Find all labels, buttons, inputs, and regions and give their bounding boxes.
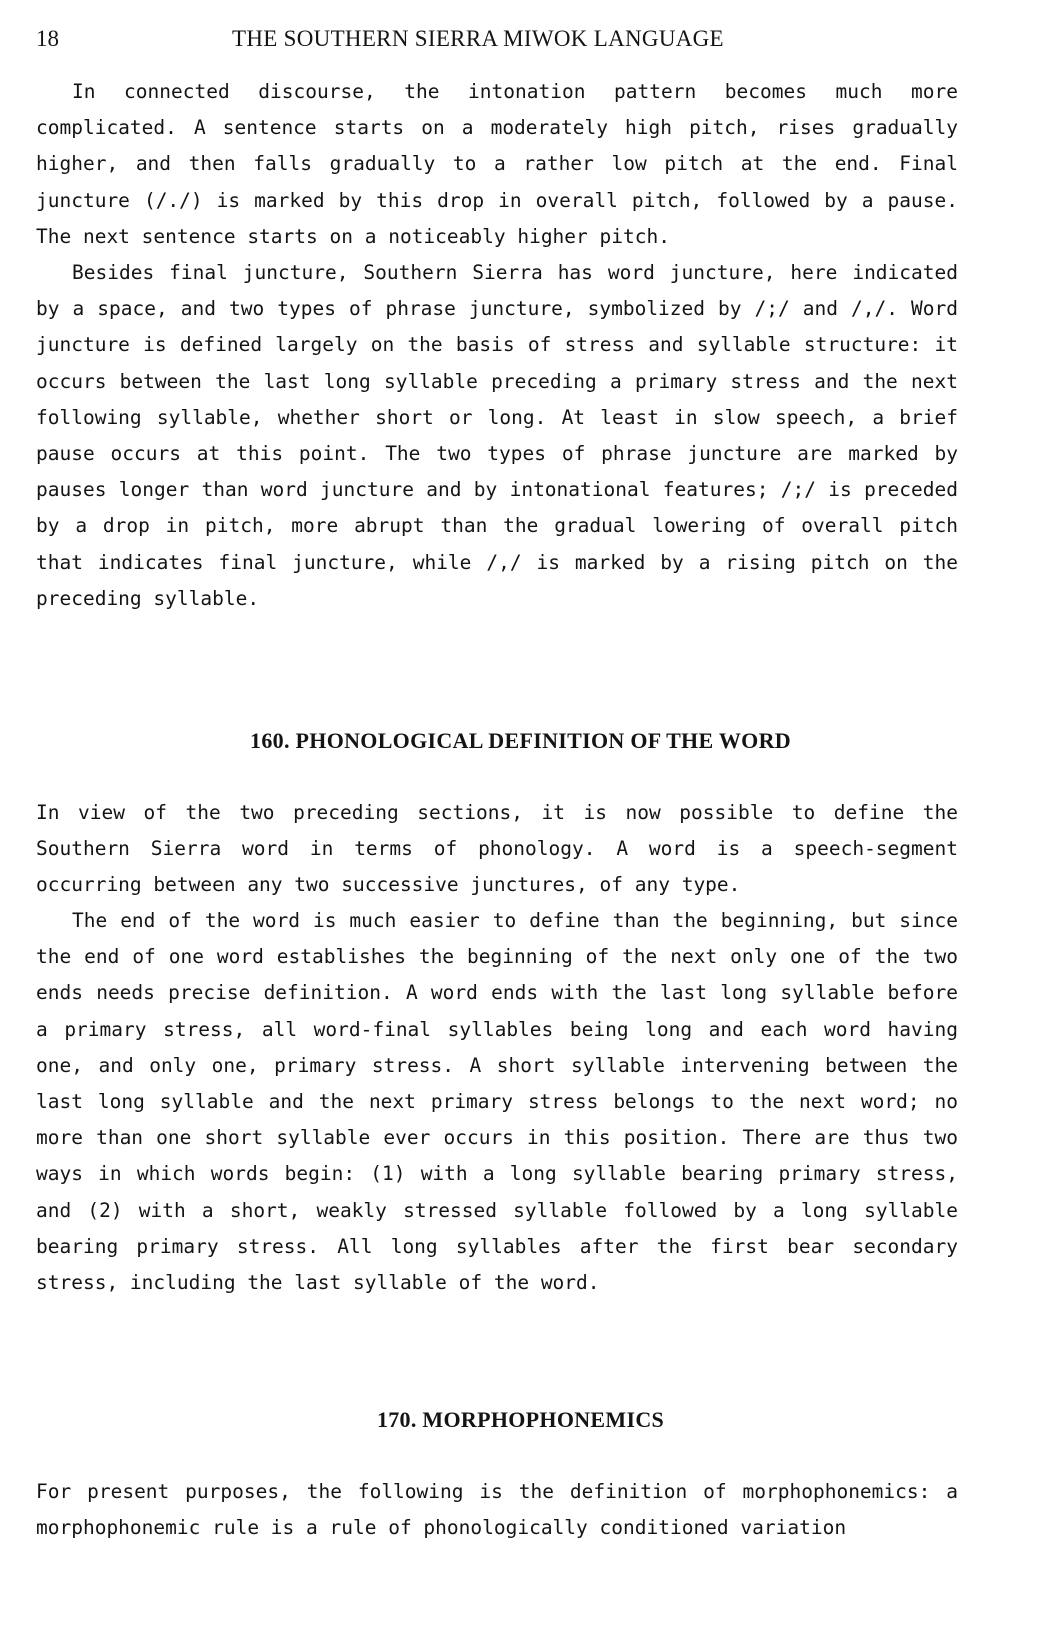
paragraph-morphophonemics: For present purposes, the following is the definition of morphophonemics: a morphophonemic rule is a rule of phonologically conditioned variation	[36, 1480, 958, 1540]
paragraph-juncture: Besides final juncture, Southern Sierra has word juncture, here indicated by a space, and two types of phrase juncture, symbolized by /;/ and /,/. Word juncture is defined largely on the basis of stress and syllable structure: it occurs between the last long syllable preceding a primary stress and the next following syllable, whether short or long. At least in slow speech, a brief pause occurs at this point. The two types of phrase juncture are marked by pauses longer than word juncture and by intonational features; /;/ is preceded by a drop in pitch, more abrupt than the gradual lowering of overall pitch that indicates final juncture, while /,/ is marked by a rising pitch on the preceding syllable.	[36, 261, 958, 610]
running-header	[0, 26, 1041, 56]
page-number: 18	[36, 26, 59, 51]
paragraph-intonation: In connected discourse, the intonation pattern becomes much more complicated. A sentence starts on a moderately high pitch, rises gradually higher, and then falls gradually to a rather low pitch at the end. Final juncture (/./) is marked by this drop in overall pitch, followed by a pause. The next sentence starts on a noticeably higher pitch.	[36, 80, 958, 248]
section-heading-160	[0, 728, 1041, 754]
section-heading-160-text: 160. PHONOLOGICAL DEFINITION OF THE WORD	[250, 728, 791, 753]
running-title: THE SOUTHERN SIERRA MIWOK LANGUAGE	[232, 26, 724, 51]
section-heading-170-text: 170. MORPHOPHONEMICS	[376, 1407, 665, 1432]
paragraph-word-definition: In view of the two preceding sections, it is now possible to define the Southern Sierra word in terms of phonology. A word is a speech-segment occurring between any two successive junctures, of any type.	[36, 801, 958, 897]
section-heading-170	[0, 1407, 1041, 1433]
paragraph-word-boundaries: The end of the word is much easier to define than the beginning, but since the end of one word establishes the beginning of the next only one of the two ends needs precise definition. A word ends with the last long syllable before a primary stress, all word-final syllables being long and each word having one, and only one, primary stress. A short syllable intervening between the last long syllable and the next primary stress belongs to the next word; no more than one short syllable ever occurs in this position. There are thus two ways in which words begin: (1) with a long syllable bearing primary stress, and (2) with a short, weakly stressed syllable followed by a long syllable bearing primary stress. All long syllables after the first bear secondary stress, including the last syllable of the word.	[36, 909, 958, 1295]
